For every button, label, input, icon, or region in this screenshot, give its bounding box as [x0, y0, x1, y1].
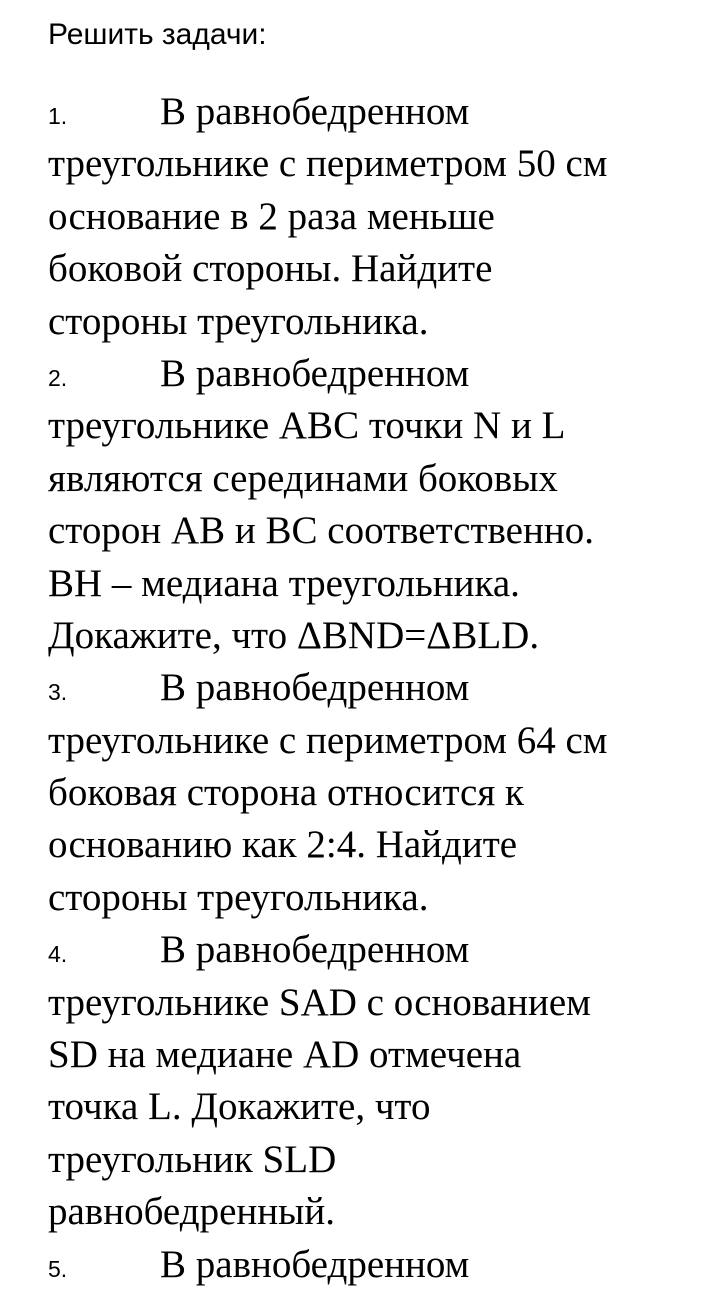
task-text-line: сторон AB и BC соответственно.	[48, 509, 594, 553]
task-text-line: являются серединами боковых	[48, 456, 558, 500]
task-number: 3.	[48, 679, 68, 706]
task-item	[48, 86, 708, 348]
task-number: 2.	[48, 364, 68, 391]
task-list	[48, 86, 708, 1291]
task-number: 5.	[48, 1255, 68, 1282]
task-text-line: треугольнике ABC точки N и L	[48, 404, 566, 448]
task-item	[48, 348, 708, 662]
task-text-line: треугольнике с периметром 50 см	[48, 142, 608, 186]
task-text-line: В равнобедренном	[160, 90, 470, 133]
task-first-line	[48, 1239, 708, 1291]
task-item	[48, 924, 708, 1238]
task-text-line: стороны треугольника.	[48, 299, 429, 343]
task-text-line: SD на медиане AD отмечена	[48, 1033, 522, 1077]
task-first-line	[48, 924, 708, 976]
task-number: 4.	[48, 941, 68, 968]
task-item	[48, 1239, 708, 1291]
page-heading: Решить задачи:	[48, 18, 267, 51]
task-text-line: треугольнике с периметром 64 см	[48, 718, 608, 762]
task-text-line: BH – медиана треугольника.	[48, 561, 520, 605]
task-text-line: боковая сторона относится к	[48, 771, 524, 815]
task-text-line: В равнобедренном	[160, 1242, 470, 1286]
task-text-line: основанию как 2:4. Найдите	[48, 823, 518, 867]
task-first-line	[48, 86, 708, 138]
task-text-line: основание в 2 раза меньше	[48, 194, 495, 238]
task-text-line: стороны треугольника.	[48, 875, 429, 919]
task-first-line	[48, 662, 708, 714]
task-item	[48, 662, 708, 924]
task-text-line: Докажите, что ΔBND=ΔBLD.	[48, 613, 540, 657]
task-text-line: треугольнике SAD с основанием	[48, 980, 591, 1024]
task-text-line: В равнобедренном	[160, 666, 470, 710]
task-text-line: треугольник SLD	[48, 1137, 337, 1181]
task-text-line: точка L. Докажите, что	[48, 1085, 431, 1129]
task-text-line: равнобедренный.	[48, 1190, 335, 1234]
task-first-line	[48, 348, 708, 400]
task-text-line: боковой стороны. Найдите	[48, 247, 493, 291]
task-text-line: В равнобедренном	[160, 928, 470, 972]
task-number: 1.	[48, 103, 68, 129]
task-text-line: В равнобедренном	[160, 351, 470, 395]
